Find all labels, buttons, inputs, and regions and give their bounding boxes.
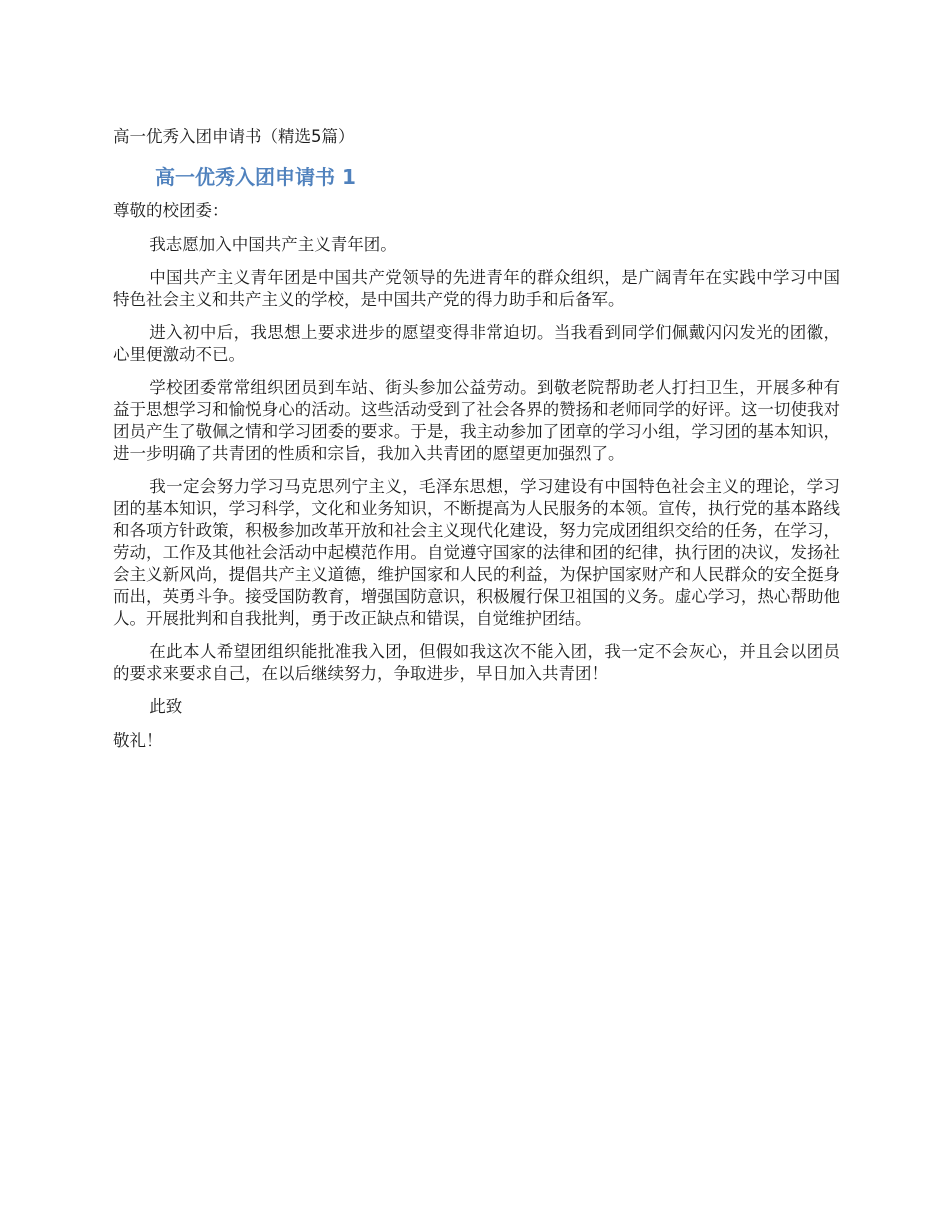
- salutation: 尊敬的校团委：: [113, 201, 229, 220]
- document-title: 高一优秀入团申请书（精选5篇）: [113, 127, 355, 146]
- paragraph: 学校团委常常组织团员到车站、街头参加公益劳动。到敬老院帮助老人打扫卫生，开展多种有益于思想学习和愉悦身心的活动。这些活动受到了社会各界的赞扬和老师同学的好评。这一切使我对团员产生了敬佩之情和学习团委的要求。于是，我主动参加了团章的学习小组，学习团的基本知识，进一步明确了共青团的性质和宗旨，我加入共青团的愿望更加强烈了。: [113, 378, 840, 463]
- paragraph: 进入初中后，我思想上要求进步的愿望变得非常迫切。当我看到同学们佩戴闪闪发光的团徽，心里便激动不已。: [113, 323, 840, 364]
- section-heading: 高一优秀入团申请书 1: [155, 165, 356, 189]
- regards-line: 敬礼！: [113, 731, 163, 750]
- document-body: [113, 126, 840, 752]
- paragraph: 我一定会努力学习马克思列宁主义，毛泽东思想，学习建设有中国特色社会主义的理论，学习团的基本知识，学习科学，文化和业务知识，不断提高为人民服务的本领。宣传，执行党的基本路线和各项方针政策，积极参加改革开放和社会主义现代化建设，努力完成团组织交给的任务，在学习，劳动，工作及其他社会活动中起模范作用。自觉遵守国家的法律和团的纪律，执行团的决议，发扬社会主义新风尚，提倡共产主义道德，维护国家和人民的利益，为保护国家财产和人民群众的安全挺身而出，英勇斗争。接受国防教育，增强国防意识，积极履行保卫祖国的义务。虚心学习，热心帮助他人。开展批判和自我批判，勇于改正缺点和错误，自觉维护团结。: [113, 477, 840, 628]
- paragraph: 我志愿加入中国共产主义青年团。: [149, 235, 397, 254]
- closing-line: 此致: [149, 697, 183, 716]
- paragraph: 中国共产主义青年团是中国共产党领导的先进青年的群众组织，是广阔青年在实践中学习中国特色社会主义和共产主义的学校，是中国共产党的得力助手和后备军。: [113, 268, 840, 309]
- paragraph: 在此本人希望团组织能批准我入团，但假如我这次不能入团，我一定不会灰心，并且会以团员的要求来要求自己，在以后继续努力，争取进步，早日加入共青团！: [113, 642, 840, 683]
